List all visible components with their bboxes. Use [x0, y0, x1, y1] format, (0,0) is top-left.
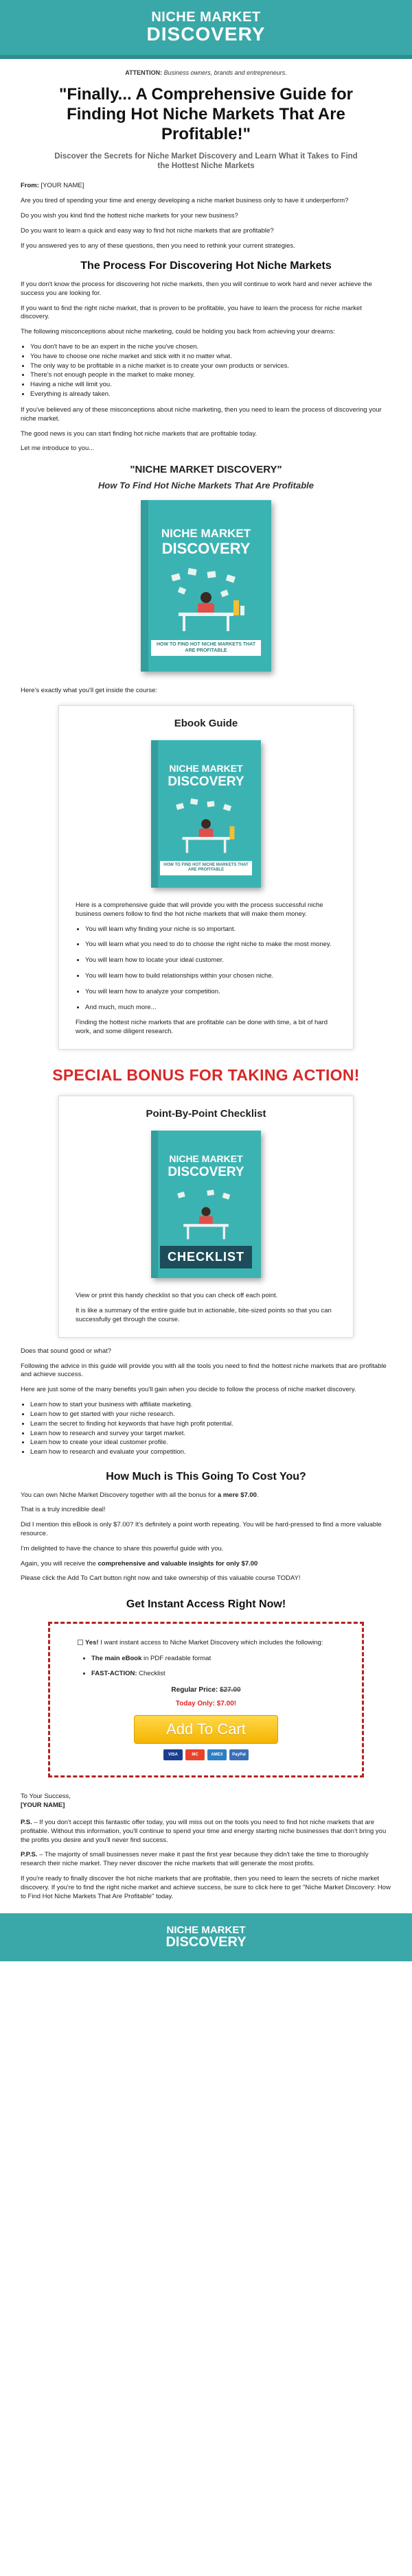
header-banner — [0, 0, 412, 59]
list-item: • Having a niche will limit you. — [30, 381, 391, 390]
list-item — [91, 1655, 334, 1664]
list-item: • The only way to be profitable in a niche market is to create your own products or services. — [30, 362, 391, 371]
cost-p5-bold: comprehensive and valuable insights for only $7.00 — [98, 1559, 258, 1568]
add-to-cart-button[interactable]: Add To Cart — [134, 1715, 278, 1744]
checklist-p2: It is like a summary of the entire guide but in actionable, bite-sized points so that you can successfully get through the course. — [76, 1307, 332, 1324]
list-item: • You will learn how to build relationships within your chosen niche. — [85, 972, 336, 981]
ebook-p2: Finding the hottest niche markets that are profitable can be done with time, a bit of hard work, and some diligent research. — [76, 1019, 328, 1036]
process-p3: The following misconceptions about niche marketing, could be holding you back from achieving your dreams: — [21, 328, 335, 336]
list-item: • Learn how to research and survey your target market. — [30, 1430, 391, 1439]
visa-icon: VISA — [163, 1749, 183, 1760]
sales-letter — [21, 69, 391, 1901]
book-title-line1: NICHE MARKET — [169, 1153, 243, 1165]
cost-p4: I'm delighted to have the chance to share this powerful guide with you. — [21, 1544, 224, 1552]
header-title-line2: DISCOVERY — [146, 23, 266, 45]
list-item: • Learn how to create your ideal customer profile. — [30, 1439, 391, 1447]
cost-title: How Much is This Going To Cost You? — [106, 1470, 306, 1482]
footer-title-line2: DISCOVERY — [165, 1935, 247, 1950]
checkbox-icon[interactable] — [78, 1640, 83, 1645]
attention-text: Business owners, brands and entrepreneurs. — [162, 69, 287, 76]
checklist-label: CHECKLIST — [160, 1246, 252, 1268]
list-item: • Learn how to research and evaluate your competition. — [30, 1448, 391, 1457]
cost-p1-text: You can own Niche Market Discovery together with all the bonus for — [21, 1491, 218, 1499]
checklist-cover-image — [151, 1131, 261, 1278]
subheadline: Discover the Secrets for Niche Market Discovery and Learn What it Takes to Find the Hottest Niche Markets — [54, 152, 358, 170]
process-p4: If you've believed any of these misconceptions about niche marketing, then you need to learn the process of discovering your niche market. — [21, 405, 382, 423]
sound-good-p2: Following the advice in this guide will provide you with all the tools you need to find the hottest niche markets that are profitable and achieve success. — [21, 1362, 387, 1379]
list-item: • And much, much more... — [85, 1004, 336, 1013]
list-item: • Learn how to start your business with affiliate marketing. — [30, 1401, 391, 1410]
list-item: • Everything is already taken. — [30, 390, 391, 399]
intro-p2: Do you wish you kind find the hottest niche markets for your new business? — [21, 211, 238, 220]
ebook-guide-title: Ebook Guide — [174, 717, 238, 729]
inside-text: Here's exactly what you'll get inside the course: — [21, 686, 158, 694]
footer-banner — [0, 1913, 412, 1961]
headline: "Finally... A Comprehensive Guide for Finding Hot Niche Markets That Are Profitable!" — [59, 85, 353, 143]
yes-label: Yes! — [85, 1638, 99, 1646]
signoff — [21, 1793, 391, 1810]
bonus-title: SPECIAL BONUS FOR TAKING ACTION! — [52, 1066, 360, 1085]
signoff-name: [YOUR NAME] — [21, 1801, 65, 1810]
item1-bold: The main eBook — [91, 1654, 142, 1662]
cost-p2: That is a truly incredible deal! — [21, 1506, 106, 1514]
cost-p1 — [21, 1491, 391, 1500]
item1-rest: in PDF readable format — [141, 1654, 211, 1662]
paypal-icon: PayPal — [229, 1749, 249, 1760]
from-line — [21, 182, 391, 191]
header-title-line1: NICHE MARKET — [151, 10, 261, 25]
benefits-list — [30, 1401, 391, 1457]
access-title: Get Instant Access Right Now! — [126, 1598, 286, 1611]
cost-p3: Did I mention this eBook is only $7.00? It's definitely a point worth repeating. You will be hard-pressed to find a more valuable resource. — [21, 1521, 382, 1537]
product-tagline: How To Find Hot Niche Markets That Are Profitable — [98, 480, 314, 491]
desk-illustration-icon — [170, 798, 242, 854]
from-value: [YOUR NAME] — [38, 182, 84, 190]
desk-illustration-icon — [165, 567, 247, 633]
pps-text: – The majority of small businesses never make it past the first year because they didn't take the time to thoroughly research their niche market. They never discover the niche markets that will generate the most profits. — [21, 1851, 369, 1868]
book-title-line2: DISCOVERY — [168, 774, 244, 789]
footer-title-line1: NICHE MARKET — [166, 1924, 246, 1937]
order-box — [48, 1622, 364, 1777]
cost-p1-end: . — [256, 1491, 259, 1499]
attention-label: ATTENTION: — [125, 69, 163, 76]
cost-p1-price: a mere $7.00 — [217, 1491, 257, 1499]
list-item — [91, 1670, 334, 1679]
book-footer-text: HOW TO FIND HOT NICHE MARKETS THAT ARE PROFITABLE — [160, 861, 252, 875]
ps-text: – If you don't accept this fantastic offer today, you will miss out on the tools you need to find hot niche markets that are profitable. Without this information, you'll continue to spend your time and energy starting niche businesses that don't bring you the profits you desire and you'll never find success. — [21, 1818, 387, 1844]
intro-p4: If you answered yes to any of these questions, then you need to rethink your current strategies. — [21, 241, 295, 250]
list-item: • You will learn why finding your niche is so important. — [85, 925, 336, 934]
intro-p1: Are you tired of spending your time and energy developing a niche market business only to have it underperform? — [21, 197, 349, 205]
ebook-benefits-list — [85, 925, 336, 1013]
ebook-cover-image — [151, 740, 261, 888]
regular-price-label: Regular Price: — [171, 1686, 220, 1694]
yes-text: I want instant access to Niche Market Discovery which includes the following: — [98, 1638, 323, 1646]
final-paragraph: If you're ready to finally discover the hot niche markets that are profitable, then you need to learn the secrets of niche market discovery. If you're to find the right niche market and achieve success, be sure to click here to get "Niche Market Discovery: How to Find Hot Niche Markets That Are Profitable" today. — [21, 1874, 391, 1900]
list-item: • There's not enough people in the market to make money. — [30, 371, 391, 380]
ebook-p1: Here is a comprehensive guide that will provide you with the process successful niche business owners follow to find the hot niche markets that will make them money. — [76, 901, 323, 918]
book-footer-text: HOW TO FIND HOT NICHE MARKETS THAT ARE PROFITABLE — [151, 640, 261, 657]
book-title-line2: DISCOVERY — [168, 1165, 244, 1180]
sound-good-p1: Does that sound good or what? — [21, 1347, 112, 1355]
process-p5: The good news is you can start finding hot niche markets that are profitable today. — [21, 429, 258, 438]
order-items-list — [91, 1655, 334, 1679]
sound-good-p3: Here are just some of the many benefits you'll gain when you decide to follow the process of niche market discovery. — [21, 1386, 356, 1394]
desk-illustration-icon — [172, 1187, 240, 1240]
item2-bold: FAST-ACTION: — [91, 1670, 137, 1678]
item2-rest: Checklist — [137, 1670, 165, 1678]
ps-paragraph — [21, 1819, 391, 1845]
checklist-p1: View or print this handy checklist so that you can check off each point. — [76, 1292, 278, 1300]
book-title-line2: DISCOVERY — [161, 539, 251, 557]
process-p2: If you want to find the right niche market, that is proven to be profitable, you have to learn the process for niche market discovery. — [21, 304, 362, 321]
list-item: • You don't have to be an expert in the niche you've chosen. — [30, 343, 391, 352]
ps-label: P.S. — [21, 1818, 32, 1826]
intro-p3: Do you want to learn a quick and easy way to find hot niche markets that are profitable? — [21, 226, 274, 235]
misconceptions-list — [30, 343, 391, 399]
mastercard-icon: MC — [185, 1749, 205, 1760]
cost-p6: Please click the Add To Cart button right now and take ownership of this valuable course TODAY! — [21, 1574, 301, 1583]
pps-label: P.P.S. — [21, 1851, 38, 1859]
attention-line — [21, 69, 391, 77]
payment-cards — [78, 1749, 334, 1760]
checklist-card — [58, 1096, 354, 1338]
list-item: • Learn how to get started with your niche research. — [30, 1410, 391, 1419]
list-item: • Learn the secret to finding hot keywords that have high profit potential. — [30, 1420, 391, 1429]
process-p1: If you don't know the process for discovering hot niche markets, then you will continue to work hard and never achieve the success you are looking for. — [21, 280, 372, 297]
process-p6: Let me introduce to you... — [21, 445, 95, 453]
from-label: From: — [21, 182, 39, 190]
regular-price — [78, 1686, 334, 1695]
book-title-line1: NICHE MARKET — [169, 762, 243, 774]
checklist-title: Point-By-Point Checklist — [146, 1108, 266, 1120]
list-item: • You have to choose one niche market and stick with it no matter what. — [30, 353, 391, 362]
regular-price-value: $27.00 — [220, 1686, 241, 1694]
process-title: The Process For Discovering Hot Niche Markets — [80, 260, 332, 272]
list-item: • You will learn what you need to do to choose the right niche to make the most money. — [85, 941, 336, 949]
ebook-cover-image — [141, 500, 271, 672]
ebook-guide-card — [58, 705, 354, 1050]
today-price: Today Only: $7.00! — [175, 1699, 237, 1708]
list-item: • You will learn how to locate your ideal customer. — [85, 956, 336, 965]
signoff-line1: To Your Success, — [21, 1793, 71, 1801]
cost-p5-text: Again, you will receive the — [21, 1559, 98, 1568]
cost-p5 — [21, 1560, 391, 1569]
product-name: "NICHE MARKET DISCOVERY" — [130, 464, 282, 476]
order-yes-line — [78, 1639, 334, 1648]
list-item: • You will learn how to analyze your competition. — [85, 988, 336, 997]
pps-paragraph — [21, 1851, 391, 1869]
amex-icon: AMEX — [207, 1749, 227, 1760]
book-title-line1: NICHE MARKET — [161, 526, 251, 540]
